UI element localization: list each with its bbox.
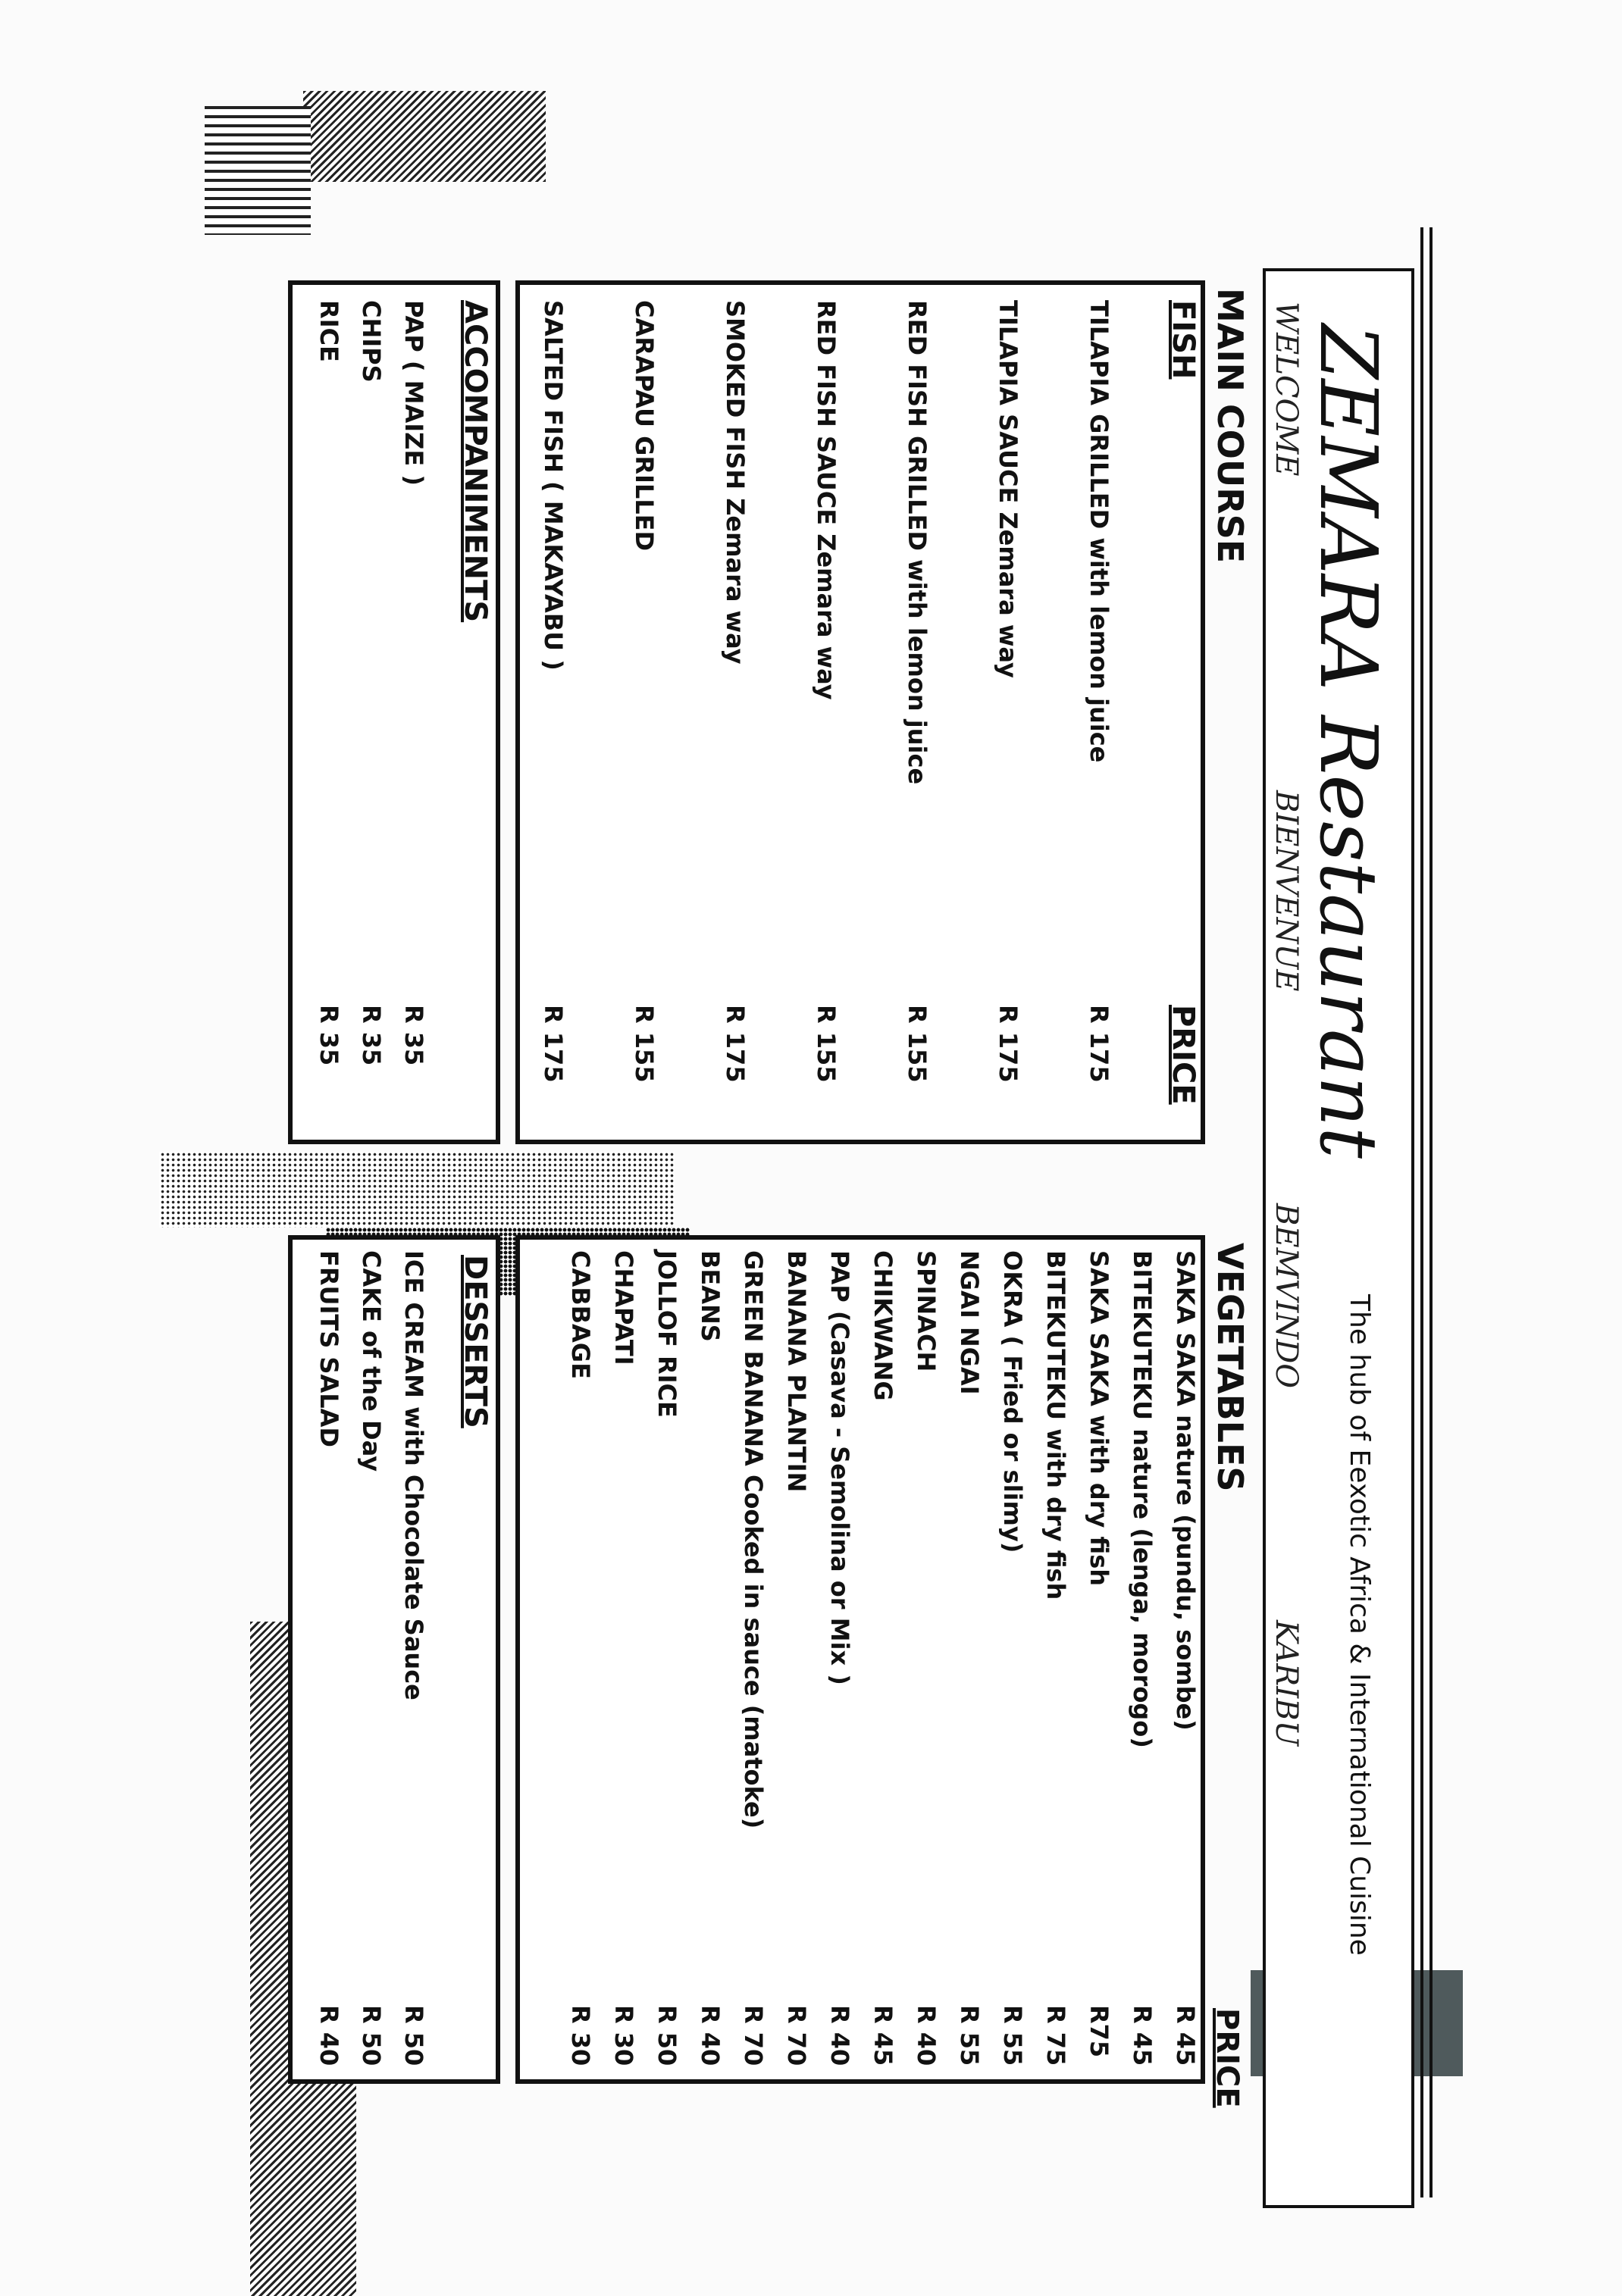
dessert-item-name: CAKE of the Day bbox=[357, 1250, 386, 1472]
dessert-item-name: FRUITS SALAD bbox=[315, 1250, 343, 1447]
vegetable-item-price: R 40 bbox=[912, 2005, 941, 2066]
vegetable-item-price: R 45 bbox=[1171, 2005, 1200, 2066]
vegetable-item-name: CHIKWANG bbox=[869, 1250, 897, 1401]
fish-heading: FISH bbox=[1166, 300, 1201, 380]
vegetable-item-price: R 70 bbox=[782, 2005, 811, 2066]
vegetable-item-name: OKRA ( Fried or slimy) bbox=[998, 1250, 1027, 1553]
fish-item-name: TILAPIA SAUCE Zemara way bbox=[994, 300, 1022, 678]
vegetable-item-name: SAKA SAKA with dry fish bbox=[1085, 1250, 1113, 1587]
header-box bbox=[1263, 268, 1414, 2208]
vegetable-item-price: R 45 bbox=[1128, 2005, 1157, 2066]
accompaniment-item-price: R 35 bbox=[315, 1005, 343, 1066]
fish-item-price: R 175 bbox=[1085, 1005, 1113, 1083]
fish-item-name: CARAPAU GRILLED bbox=[630, 300, 659, 552]
greeting-bemvindo: BEMVINDO bbox=[1269, 1203, 1304, 1389]
accompaniment-item-name: CHIPS bbox=[357, 300, 386, 383]
fish-item-price: R 175 bbox=[721, 1005, 750, 1083]
dot-decoration-center bbox=[159, 1152, 675, 1228]
stripe-decoration-top bbox=[205, 106, 311, 235]
fish-item-price: R 155 bbox=[630, 1005, 659, 1083]
vegetable-item-price: R 50 bbox=[653, 2005, 681, 2066]
vegetables-title: VEGETABLES bbox=[1210, 1243, 1251, 1492]
accompaniment-item-name: RICE bbox=[315, 300, 343, 362]
menu-page bbox=[220, 227, 1433, 2213]
vegetables-box bbox=[515, 1235, 1205, 2084]
greeting-bienvenue: BIENVENUE bbox=[1269, 790, 1304, 992]
accompaniments-box bbox=[288, 280, 500, 1144]
fish-item-price: R 155 bbox=[903, 1005, 932, 1083]
vegetable-item-name: CHAPATI bbox=[609, 1250, 638, 1365]
header-rule bbox=[1420, 227, 1433, 2197]
fish-item-name: TILAPIA GRILLED with lemon juice bbox=[1085, 300, 1113, 763]
fish-item-price: R 175 bbox=[539, 1005, 568, 1083]
accompaniment-item-price: R 35 bbox=[357, 1005, 386, 1066]
vegetable-item-price: R 40 bbox=[825, 2005, 854, 2066]
vegetable-item-name: BITEKUTEKU with dry fish bbox=[1041, 1250, 1070, 1600]
vegetable-item-price: R 55 bbox=[998, 2005, 1027, 2066]
tagline: The hub of Eexotic Africa & International Cuisine bbox=[1344, 1294, 1375, 1956]
vegetable-item-price: R 55 bbox=[955, 2005, 984, 2066]
hatch-decoration-top bbox=[303, 91, 546, 182]
fish-item-name: SALTED FISH ( MAKAYABU ) bbox=[539, 300, 568, 671]
vegetable-item-name: NGAI NGAI bbox=[955, 1250, 984, 1395]
vegetable-item-price: R 30 bbox=[566, 2005, 595, 2066]
fish-item-name: RED FISH SAUCE Zemara way bbox=[812, 300, 841, 700]
accompaniment-item-price: R 35 bbox=[399, 1005, 428, 1066]
vegetable-item-name: BITEKUTEKU nature (lenga, morogo) bbox=[1128, 1250, 1157, 1748]
vegetable-item-name: GREEN BANANA Cooked in sauce (matoke) bbox=[739, 1250, 768, 1829]
vegetable-item-price: R 70 bbox=[739, 2005, 768, 2066]
vegetable-item-price: R 40 bbox=[696, 2005, 725, 2066]
dessert-item-price: R 50 bbox=[399, 2005, 428, 2066]
vegetable-item-price: R75 bbox=[1085, 2005, 1113, 2058]
vegetable-item-price: R 30 bbox=[609, 2005, 638, 2066]
vegetable-item-name: SPINACH bbox=[912, 1250, 941, 1372]
restaurant-title: ZEMARA Restaurant bbox=[1302, 324, 1395, 1159]
fish-item-name: RED FISH GRILLED with lemon juice bbox=[903, 300, 932, 785]
fish-item-price: R 175 bbox=[994, 1005, 1022, 1083]
dessert-item-price: R 50 bbox=[357, 2005, 386, 2066]
vegetable-item-price: R 75 bbox=[1041, 2005, 1070, 2066]
greeting-karibu: KARIBU bbox=[1269, 1620, 1304, 1747]
dessert-item-name: ICE CREAM with Chocolate Sauce bbox=[399, 1250, 428, 1700]
accompaniment-item-name: PAP ( MAIZE ) bbox=[399, 300, 428, 486]
vegetable-item-name: BANANA PLANTIN bbox=[782, 1250, 811, 1493]
fish-price-heading: PRICE bbox=[1166, 1005, 1201, 1105]
vegetable-item-name: CABBAGE bbox=[566, 1250, 595, 1379]
main-course-title: MAIN COURSE bbox=[1210, 288, 1251, 564]
greeting-welcome: WELCOME bbox=[1269, 302, 1304, 477]
desserts-box bbox=[288, 1235, 500, 2084]
desserts-heading: DESSERTS bbox=[458, 1255, 493, 1428]
vegetable-item-name: BEANS bbox=[696, 1250, 725, 1342]
vegetable-item-name: JOLLOF RICE bbox=[653, 1250, 681, 1418]
vegetable-item-price: R 45 bbox=[869, 2005, 897, 2066]
fish-item-price: R 155 bbox=[812, 1005, 841, 1083]
accompaniments-heading: ACCOMPANIMENTS bbox=[458, 300, 493, 623]
vegetable-item-name: PAP (Casava - Semolina or Mix ) bbox=[825, 1250, 854, 1685]
vegetables-price-heading: PRICE bbox=[1210, 2008, 1245, 2108]
fish-box bbox=[515, 280, 1205, 1144]
fish-item-name: SMOKED FISH Zemara way bbox=[721, 300, 750, 665]
dessert-item-price: R 40 bbox=[315, 2005, 343, 2066]
vegetable-item-name: SAKA SAKA nature (pundu, sombe) bbox=[1171, 1250, 1200, 1731]
